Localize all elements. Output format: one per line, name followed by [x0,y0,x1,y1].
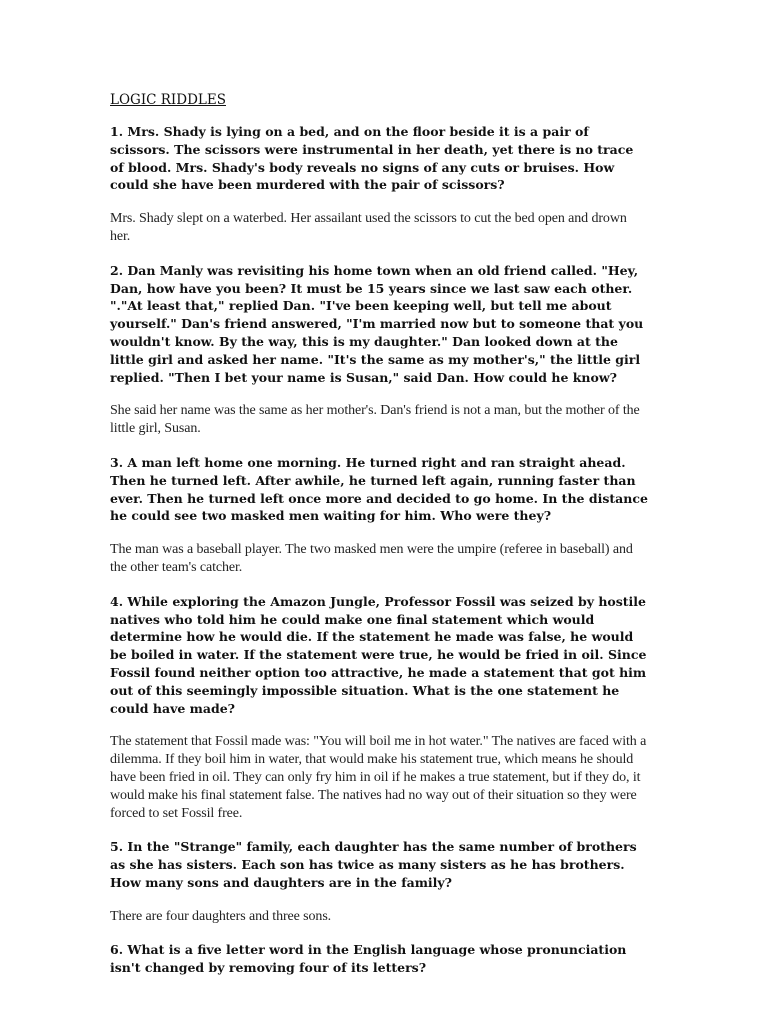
riddle-question: 6. What is a five letter word in the English language whose pronunciation isn't changed by removing four of its letters? [110,942,627,976]
document-page [110,92,650,993]
riddle-question: 3. A man left home one morning. He turned right and ran straight ahead. Then he turned left. After awhile, he turned left again, running faster than ever. Then he turned left once more and decided to go home. In the distance he could see two masked men waiting for him. Who were they? [110,454,648,524]
riddle-1 [110,123,650,246]
riddle-answer: The statement that Fossil made was: "You will boil me in hot water." The natives are faced with a dilemma. If they boil him in water, that would make his statement true, which means he should have been fried in oil. They can only fry him in oil if he makes a true statement, but if they do, it would make his final statement false. The natives had no way out of their situation so they were forced to set Fossil free. [110,734,647,821]
riddle-answer: Mrs. Shady slept on a waterbed. Her assailant used the scissors to cut the bed open and drown her. [110,211,627,244]
riddle-answer: The man was a baseball player. The two masked men were the umpire (referee in baseball) and the other team's catcher. [110,542,633,575]
riddle-question: 2. Dan Manly was revisiting his home town when an old friend called. "Hey, Dan, how have you been? It must be 15 years since we last saw each other. "."At least that," replied Dan. "I've been keeping well, but tell me about yourself." Dan's friend answered, "I'm married now but to someone that you wouldn't know. By the way, this is my daughter." Dan looked down at the little girl and asked her name. "It's the same as my mother's," the little girl replied. "Then I bet your name is Susan," said Dan. How could he know? [110,262,644,385]
document-title: LOGIC RIDDLES [110,92,226,108]
riddle-2 [110,262,650,438]
riddle-question: 5. In the "Strange" family, each daughter has the same number of brothers as she has sisters. Each son has twice as many sisters as he has brothers. How many sons and daughters are in the family? [110,839,637,890]
riddle-question: 1. Mrs. Shady is lying on a bed, and on the floor beside it is a pair of scissors. The scissors were instrumental in her death, yet there is no trace of blood. Mrs. Shady's body reveals no signs of any cuts or bruises. How could she have been murdered with the pair of scissors? [110,124,634,193]
riddle-question: 4. While exploring the Amazon Jungle, Professor Fossil was seized by hostile natives who told him he could make one final statement which would determine how he would die. If the statement he made was false, he would be boiled in water. If the statement were true, he would be fried in oil. Since Fossil found neither option too attractive, he made a statement that got him out of this seemingly impossible situation. What is the one statement he could have made? [110,593,647,716]
riddle-6 [110,941,650,977]
riddle-5 [110,838,650,925]
riddle-answer: She said her name was the same as her mother's. Dan's friend is not a man, but the mother of the little girl, Susan. [110,403,640,437]
riddle-4 [110,593,650,823]
riddle-3 [110,454,650,577]
riddle-answer: There are four daughters and three sons. [110,908,332,924]
